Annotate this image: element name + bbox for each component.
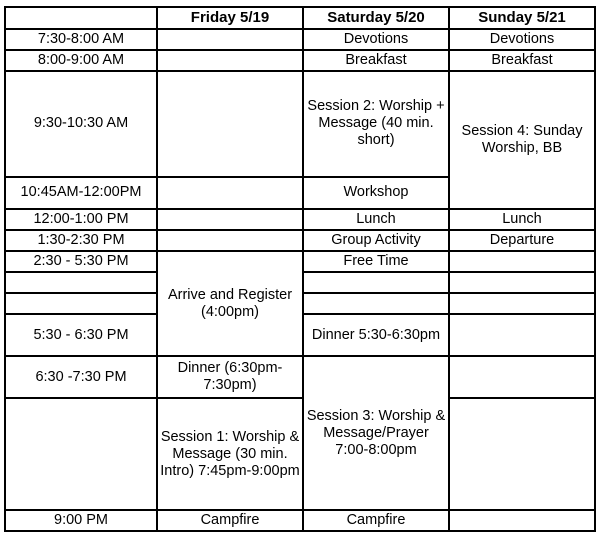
time-cell: 10:45AM-12:00PM — [5, 177, 157, 209]
friday-cell-empty — [157, 71, 303, 177]
table-row — [5, 29, 595, 50]
time-cell: 7:30-8:00 AM — [5, 29, 157, 50]
saturday-cell: Breakfast — [303, 50, 449, 71]
table-header-row — [5, 7, 595, 29]
header-time-column — [5, 7, 157, 29]
header-saturday: Saturday 5/20 — [303, 7, 449, 29]
saturday-cell: Dinner 5:30-6:30pm — [303, 314, 449, 356]
saturday-cell-empty — [303, 293, 449, 314]
table-row — [5, 71, 595, 177]
friday-cell-empty — [157, 230, 303, 251]
saturday-cell: Session 2: Worship + Message (40 min. short) — [303, 71, 449, 177]
time-cell-empty — [5, 398, 157, 510]
time-cell: 1:30-2:30 PM — [5, 230, 157, 251]
header-sunday: Sunday 5/21 — [449, 7, 595, 29]
friday-arrive-cell: Arrive and Register (4:00pm) — [157, 251, 303, 356]
time-cell: 2:30 - 5:30 PM — [5, 251, 157, 272]
sunday-cell: Session 4: Sunday Worship, BB — [449, 71, 595, 209]
saturday-cell: Free Time — [303, 251, 449, 272]
saturday-cell: Workshop — [303, 177, 449, 209]
friday-cell-empty — [157, 209, 303, 230]
sunday-cell-empty — [449, 510, 595, 531]
retreat-schedule-table — [4, 6, 596, 532]
time-cell-empty — [5, 293, 157, 314]
time-cell: 8:00-9:00 AM — [5, 50, 157, 71]
table-row — [5, 251, 595, 272]
time-cell: 9:00 PM — [5, 510, 157, 531]
header-friday: Friday 5/19 — [157, 7, 303, 29]
friday-cell: Campfire — [157, 510, 303, 531]
sunday-cell: Breakfast — [449, 50, 595, 71]
sunday-cell-empty — [449, 251, 595, 272]
table-row — [5, 209, 595, 230]
sunday-cell: Departure — [449, 230, 595, 251]
sunday-cell: Lunch — [449, 209, 595, 230]
saturday-cell: Devotions — [303, 29, 449, 50]
table-row — [5, 398, 595, 510]
friday-session1-cell: Session 1: Worship & Message (30 min. Intro) 7:45pm-9:00pm — [157, 398, 303, 510]
friday-cell-empty — [157, 50, 303, 71]
saturday-session3-cell: Session 3: Worship & Message/Prayer 7:00-8:00pm — [303, 356, 449, 510]
sunday-cell: Devotions — [449, 29, 595, 50]
saturday-cell: Group Activity — [303, 230, 449, 251]
friday-cell-empty — [157, 29, 303, 50]
friday-cell-empty — [157, 177, 303, 209]
sunday-cell-empty — [449, 314, 595, 356]
table-row — [5, 50, 595, 71]
time-cell-empty — [5, 272, 157, 293]
saturday-cell-empty — [303, 272, 449, 293]
time-cell: 12:00-1:00 PM — [5, 209, 157, 230]
friday-dinner-cell: Dinner (6:30pm-7:30pm) — [157, 356, 303, 398]
table-row — [5, 356, 595, 398]
sunday-cell-empty — [449, 272, 595, 293]
saturday-cell: Campfire — [303, 510, 449, 531]
time-cell: 5:30 - 6:30 PM — [5, 314, 157, 356]
sunday-cell-empty — [449, 398, 595, 510]
time-cell: 6:30 -7:30 PM — [5, 356, 157, 398]
table-row — [5, 510, 595, 531]
sunday-cell-empty — [449, 356, 595, 398]
table-row — [5, 230, 595, 251]
saturday-cell: Lunch — [303, 209, 449, 230]
time-cell: 9:30-10:30 AM — [5, 71, 157, 177]
sunday-cell-empty — [449, 293, 595, 314]
